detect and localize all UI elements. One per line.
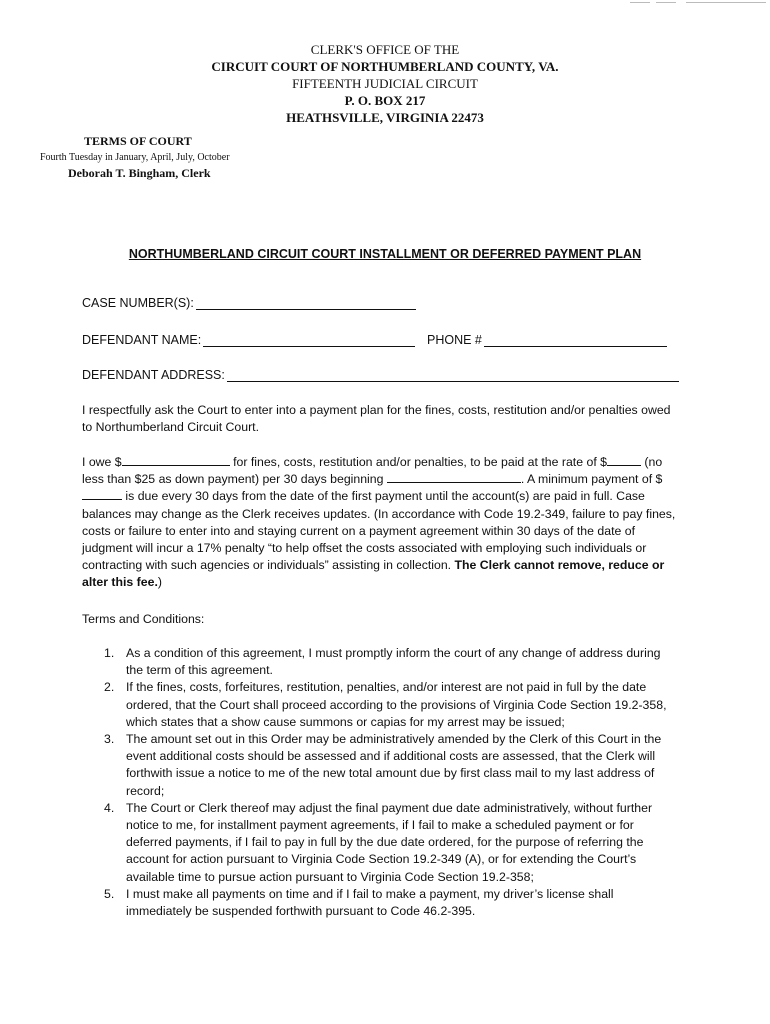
list-item	[100, 645, 680, 679]
header-line-circuit: FIFTEENTH JUDICIAL CIRCUIT	[292, 76, 478, 91]
rate-input-line[interactable]	[607, 454, 641, 466]
request-paragraph	[82, 402, 682, 436]
terms-list	[100, 645, 680, 920]
case-number-row	[82, 296, 416, 310]
terms-heading-text: Terms and Conditions:	[82, 612, 205, 626]
owe-text-2: for fines, costs, restitution and/or penalties, to be paid at the rate of $	[233, 455, 607, 469]
header-line-pobox: P. O. BOX 217	[344, 93, 426, 108]
defendant-name-label: DEFENDANT NAME:	[82, 333, 202, 347]
defendant-address-row	[82, 368, 679, 382]
list-item-number: 2.	[104, 680, 115, 695]
list-item-text: The Court or Clerk thereof may adjust the final payment due date administratively, without further notice to me, for installment payment agreements, if I fail to make a scheduled payment or for deferred payments, if I fail to pay in full by the due date ordered, for the purpose of referring the account for action pursuant to Virginia Code Section 19.2-349 (A), or for extending the Court’s available time to pursue action pursuant to Virginia Code Section 19.2-358;	[126, 800, 653, 884]
scan-artifact-lines	[630, 2, 770, 4]
case-number-input-line[interactable]	[196, 297, 416, 310]
list-item	[100, 731, 680, 800]
list-item-text: I must make all payments on time and if I fail to make a payment, my driver’s license shall immediately be suspended forthwith pursuant to Code 46.2-395.	[126, 886, 614, 919]
case-number-label: CASE NUMBER(S):	[82, 296, 194, 310]
court-header	[0, 41, 770, 126]
header-line-office: CLERK'S OFFICE OF THE	[310, 42, 460, 57]
terms-heading	[82, 611, 682, 628]
list-item-number: 3.	[104, 732, 115, 747]
header-line-court: CIRCUIT COURT OF NORTHUMBERLAND COUNTY, VA.	[211, 59, 559, 74]
phone-row	[427, 333, 667, 347]
owe-paragraph	[82, 454, 682, 592]
minimum-payment-input-line[interactable]	[82, 488, 122, 500]
owe-text-5: is due every 30 days from the date of the first payment until the account(s) are paid in full. Case balances may change as the Clerk receives updates. (In accordance with Code 19.2-349, failure to pay fines, costs or failure to enter into and staying current on a payment agreement within 30 days of the date of judgment will incur a 17% penalty “to help offset the costs associated with employing such individuals or contracting with such agencies or individuals” assisting in collection.	[82, 489, 676, 573]
start-date-input-line[interactable]	[387, 471, 521, 483]
clerk-name: Deborah T. Bingham, Clerk	[68, 166, 211, 180]
list-item	[100, 800, 680, 886]
owe-text-closing: )	[157, 575, 162, 590]
list-item-number: 5.	[104, 886, 115, 901]
owe-text-1: I owe $	[82, 455, 122, 469]
list-item-text: As a condition of this agreement, I must promptly inform the court of any change of address during the term of this agreement.	[126, 646, 661, 678]
list-item-text: If the fines, costs, forfeitures, restitution, penalties, and/or interest are not paid in full by the date ordered, that the Court shall proceed according to the provisions of Virginia Code Section 19.2-358, which states that a show cause summons or capias for my arrest may be issued;	[126, 680, 667, 729]
defendant-address-label: DEFENDANT ADDRESS:	[82, 368, 225, 382]
request-text: I respectfully ask the Court to enter into a payment plan for the fines, costs, restitution and/or penalties owed to Northumberland Circuit Court.	[82, 403, 671, 435]
list-item	[100, 886, 680, 920]
phone-label: PHONE #	[427, 333, 482, 347]
amount-owed-input-line[interactable]	[122, 454, 230, 466]
defendant-address-input-line[interactable]	[227, 369, 679, 382]
phone-input-line[interactable]	[484, 334, 667, 347]
list-item-number: 4.	[104, 800, 115, 815]
list-item-number: 1.	[104, 646, 115, 660]
clerk-fee-notice: The Clerk cannot remove, reduce or alter this fee.	[82, 558, 665, 590]
terms-of-court-title: TERMS OF COURT	[84, 134, 192, 148]
list-item-text: The amount set out in this Order may be administratively amended by the Clerk of this Court in the event additional costs should be assessed and if additional costs are assessed, that the Clerk will forthwith issue a notice to me of the new total amount due by first class mail to my last address of record;	[126, 732, 662, 798]
list-item	[100, 679, 680, 731]
owe-text-3: (no less than $25 as down payment) per 30 days beginning	[82, 455, 663, 487]
terms-of-court-dates: Fourth Tuesday in January, April, July, October	[40, 152, 230, 163]
defendant-name-input-line[interactable]	[203, 334, 415, 347]
owe-text-4: . A minimum payment of $	[520, 472, 663, 487]
defendant-name-row	[82, 333, 415, 347]
header-line-city: HEATHSVILLE, VIRGINIA 22473	[286, 110, 484, 125]
form-title: NORTHUMBERLAND CIRCUIT COURT INSTALLMENT OR DEFERRED PAYMENT PLAN	[128, 247, 642, 261]
